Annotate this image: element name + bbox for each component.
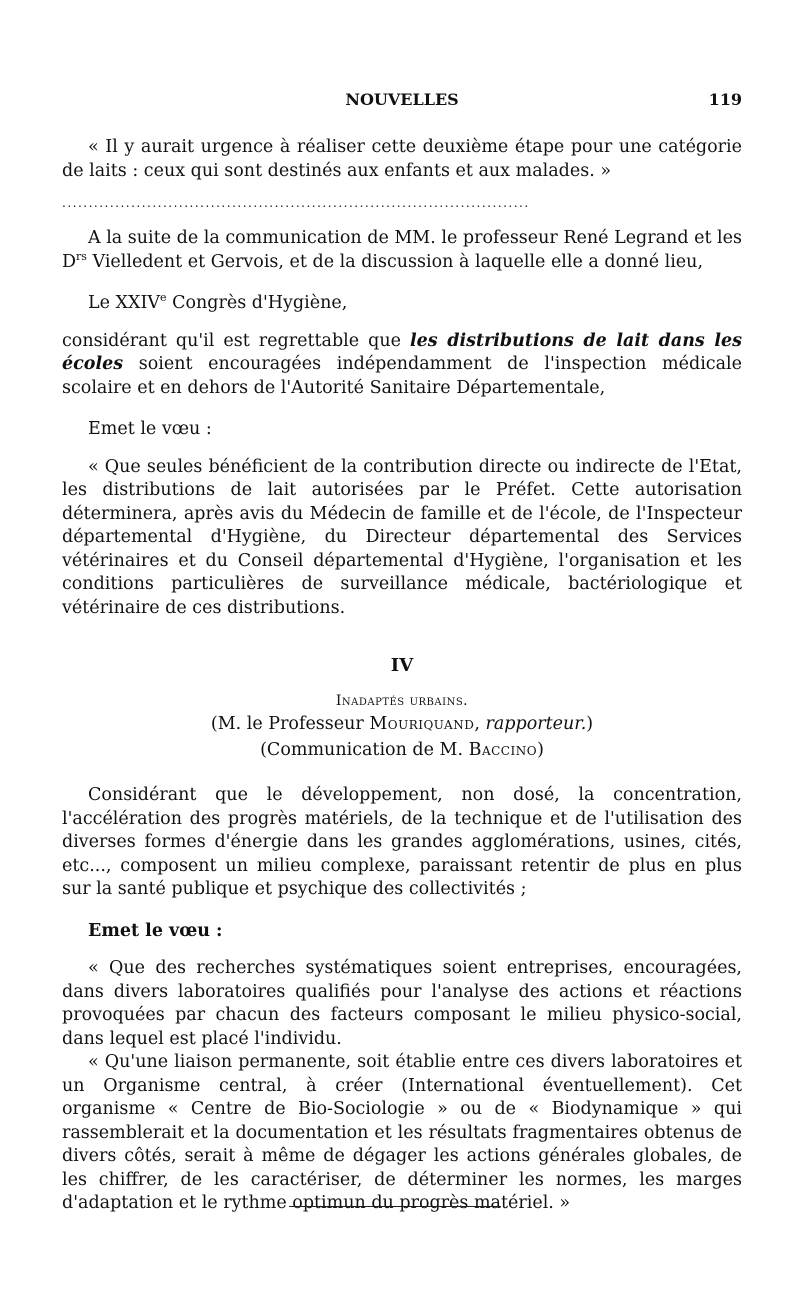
emet-voeu-1: Emet le vœu : [88, 419, 212, 439]
page-number: 119 [708, 90, 742, 109]
emet-voeu-2: Emet le vœu : [88, 920, 223, 941]
rapporteur-text-c: ) [586, 714, 594, 734]
voeu-paragraph-1: « Que seules bénéficient de la contribution directe ou indirecte de l'Etat, les distributions de lait autorisées par le Préfet. Cette autorisation déterminera, après avis du Médecin de famille et de l'école, de l'Inspecteur départemental d'Hygiène, du Directeur départemental des Services vétérinaires et du Conseil départemental d'Hygiène, l'organisation et les conditions particulières de surveillance médicale, bactériologique et vétérinaire de ces distributions. [62, 456, 742, 618]
voeu-paragraph-2b: « Qu'une liaison permanente, soit établie entre ces divers laboratoires et un Organisme central, à créer (International éventuellement). Cet organisme « Centre de Bio-Sociologie » ou de « Biodynamique » qui rassemblerait et la documentation et les résultats fragmentaires obtenus de divers côtés, serait à même de dégager les actions générales globales, de les chiffrer, de les caractériser, de déterminer les normes, les marges d'adaptation et le rythme optimun du progrès matériel. » [62, 1052, 742, 1213]
page-body [62, 136, 742, 1216]
considerant-paragraph-1 [62, 330, 742, 401]
congress-text-a: Le XXIV [88, 293, 161, 313]
section-number: IV [390, 655, 414, 676]
intro-superscript: rs [76, 249, 87, 263]
section-title: Inadaptés urbains. [335, 692, 469, 709]
ellipsis-separator: ........................................................................................ [62, 196, 530, 210]
congress-line [62, 292, 742, 316]
communication-text-a: (Communication de M. [260, 739, 469, 760]
closing-rule [289, 1206, 501, 1207]
communication-line [62, 739, 742, 763]
rapporteur-line [62, 713, 742, 737]
considerant1-text-b: soient encouragées indépendamment de l'inspection médicale scolaire et en dehors de l'Autorité Sanitaire Départementale, [62, 354, 742, 398]
rapporteur-name: Mouriquand [369, 714, 475, 734]
communication-name: Baccino [468, 739, 538, 760]
considerant1-emphasis: les distributions de lait dans les écoles [62, 330, 742, 374]
communication-text-b: ) [537, 739, 544, 760]
intro-text-a: A la suite de la communication de MM. le professeur René Legrand et les D [62, 228, 742, 272]
considerant1-text-a: considérant qu'il est regrettable que [62, 330, 411, 351]
rapporteur-role: rapporteur. [485, 714, 587, 734]
page-header [62, 88, 742, 112]
quote-paragraph: « Il y aurait urgence à réaliser cette deuxième étape pour une catégorie de laits : ceux qui sont destinés aux enfants et aux malades. » [62, 137, 742, 181]
congress-text-b: Congrès d'Hygiène, [166, 293, 348, 313]
intro-text-b: Vielledent et Gervois, et de la discussion à laquelle elle a donné lieu, [86, 251, 704, 272]
rapporteur-text-a: (M. le Professeur [210, 714, 370, 734]
intro-paragraph [62, 227, 742, 274]
running-head: NOUVELLES [345, 90, 459, 109]
voeu-paragraph-2a: « Que des recherches systématiques soient entreprises, encouragées, dans divers laboratoires qualifiés pour l'analyse des actions et réactions provoquées par chacun des facteurs composant le milieu physico-social, dans lequel est placé l'individu. [62, 958, 742, 1049]
considerant-paragraph-2: Considérant que le développement, non dosé, la concentration, l'accélération des progrès matériels, de la technique et de l'utilisation des diverses formes d'énergie dans les grandes agglomérations, usines, cités, etc..., composent un milieu complexe, paraissant retentir de plus en plus sur la santé publique et psychique des collectivités ; [62, 785, 742, 899]
rapporteur-text-b: , [474, 714, 486, 734]
congress-superscript: e [160, 291, 167, 305]
